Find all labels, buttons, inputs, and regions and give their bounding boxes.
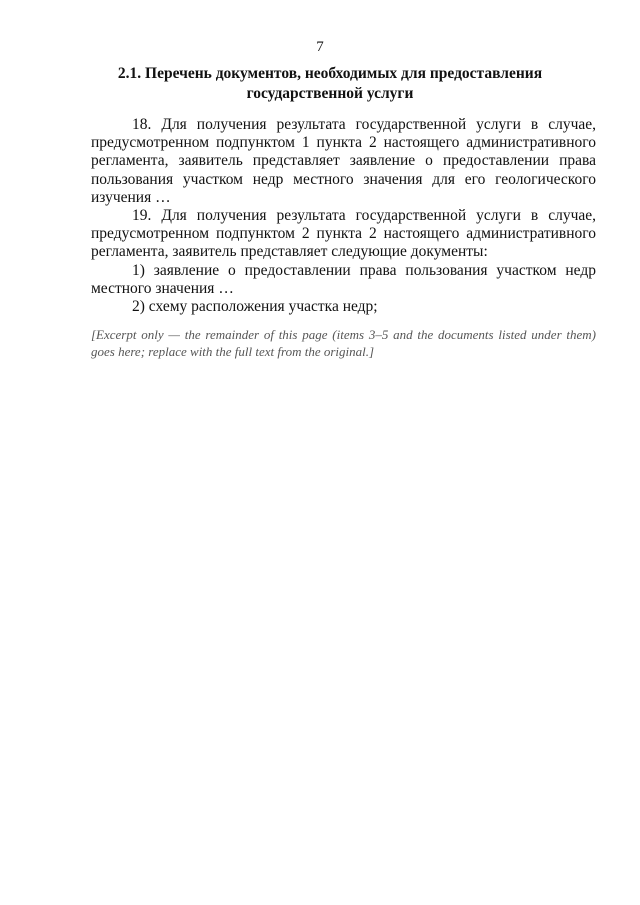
excerpt-note: [Excerpt only — the remainder of this page (items 3–5 and the documents listed under them) goes here; replace with the full text from the original.] [91,327,596,360]
list-item-1-application: 1) заявление о предоставлении права пользования участком недр местного значения … [91,261,596,297]
paragraph-19: 19. Для получения результата государственной услуги в случае, предусмотренном подпунктом 2 пункта 2 настоящего административного регламента, заявитель представляет следующие документы: [91,207,596,261]
document-body [91,116,596,360]
list-item-2-site-diagram: 2) схему расположения участка недр; [132,298,378,316]
section-heading: 2.1. Перечень документов, необходимых для предоставления государственной услуги [117,65,543,102]
paragraph-18: 18. Для получения результата государственной услуги в случае, предусмотренном подпунктом 1 пункта 2 настоящего административного регламента, заявитель представляет заявление о предоставлении права пользования участком недр местного значения для его геологического изучения … [91,116,596,206]
page-number: 7 [316,39,324,55]
